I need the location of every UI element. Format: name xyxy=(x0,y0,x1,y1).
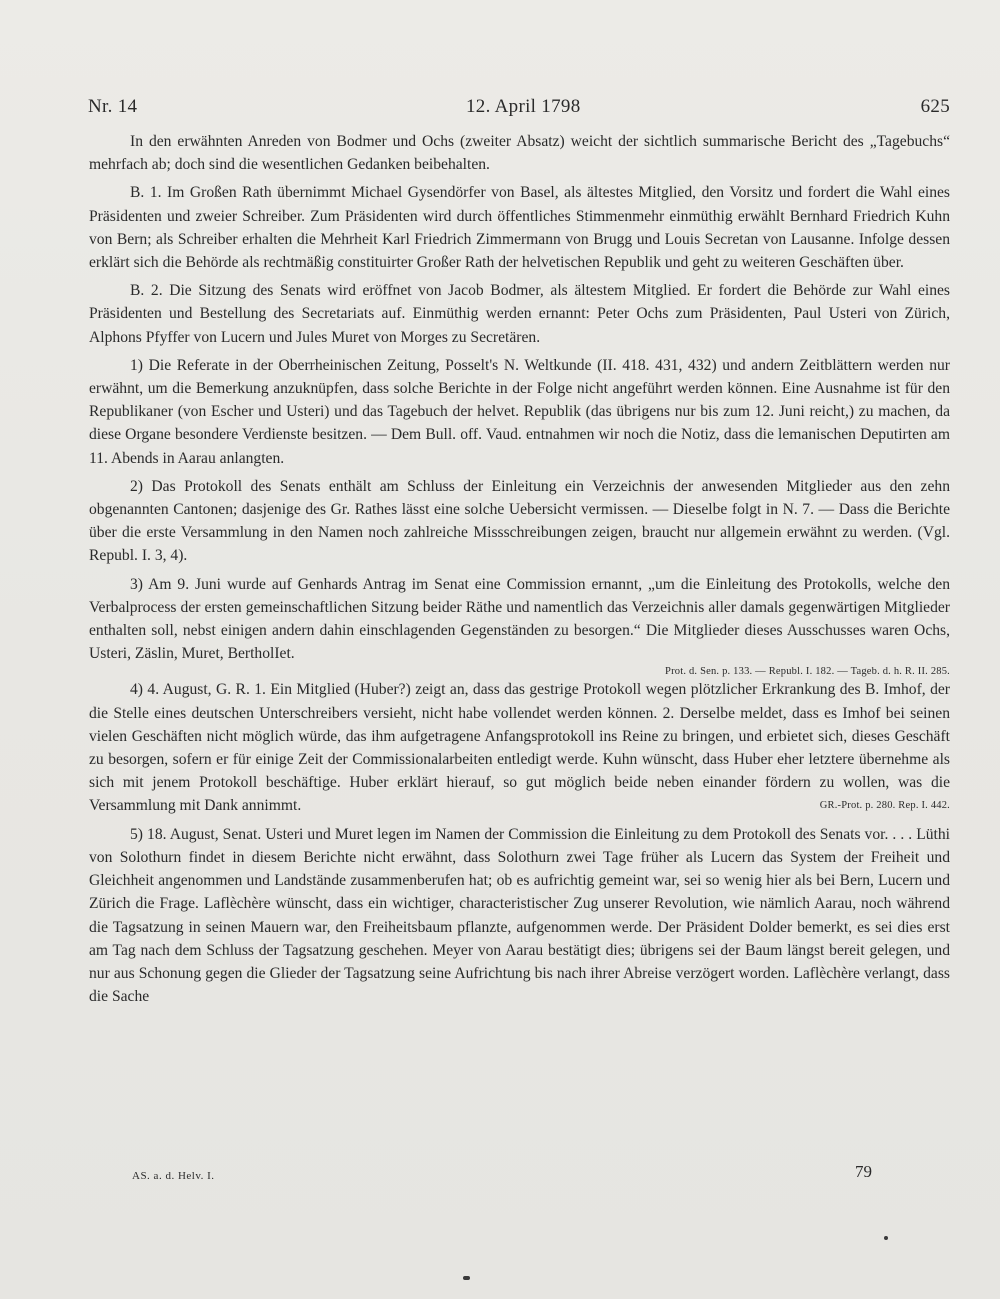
paragraph: 5) 18. August, Senat. Usteri und Muret legen im Namen der Commission die Einleitung zu dem Protokoll des Senats vor. . . . Lüthi von Solothurn findet in diesem Berichte nicht erwähnt, dass Solothurn zwei Tage früher als Lucern das System der Freiheit und Gleichheit angenommen und Landstände zusammenberufen hat; ob es aufrichtig gemeint war, sei so wenig hier als bei Bern, Lucern und Zürich die Frage. Laflèchère wünscht, dass ein wichtiger, characteristischer Zug unserer Revolution, wie nämlich Aarau, noch während die Tagsatzung in seinen Mauern war, den Freiheitsbaum pflanzte, aufgenommen werde. Der Präsident Dolder bemerkt, es sei dies erst am Tag nach dem Schluss der Tagsatzung geschehen. Meyer von Aarau bestätigt dies; übrigens sei der Baum längst bereit gelegen, und nur aus Schonung gegen die Glieder der Tagsatzung seine Aufrichtung bis nach ihrer Abreise verzögert worden. Laflèchère verlangt, dass die Sache xyxy=(89,825,950,1006)
paragraph: B. 1. Im Großen Rath übernimmt Michael Gysendörfer von Basel, als ältestes Mitglied, den Vorsitz und fordert die Wahl eines Präsidenten und zweier Schreiber. Zum Präsidenten wird durch öffentliches Stimmenmehr einmüthig erwählt Bernhard Friedrich Kuhn von Bern; als Schreiber erhalten die Mehrheit Karl Friedrich Zimmermann von Brugg und Louis Secretan von Lausanne. Infolge dessen erklärt sich die Behörde als rechtmäßig constituirter Großer Rath der helvetischen Republik und geht zu weiteren Geschäften über. xyxy=(89,184,950,272)
paragraph-text: 4) 4. August, G. R. 1. Ein Mitglied (Huber?) zeigt an, dass das gestrige Protokoll wegen plötzlicher Erkrankung des B. Imhof, der die Stelle eines deutschen Unterschreibers versieht, nicht habe vollendet werden können. 2. Derselbe meldet, dass es Imhof bei seinen vielen Geschäften nicht möglich würde, das ihm aufgetragene Anfangsprotokoll ins Reine zu bringen, und erbietet sich, dieses Geschäft zu besorgen, sofern er für einige Zeit der Commissionalarbeiten entledigt werde. Kuhn wünscht, dass Huber eher letztere übernehme als sich mit jenem Protokoll beschäftige. Huber erklärt hierauf, so gut möglich beide neben einander fördern zu wollen, was die Versammlung mit Dank annimmt. xyxy=(89,681,950,815)
running-header xyxy=(88,96,950,120)
sheet-number: 79 xyxy=(855,1162,872,1181)
print-mark xyxy=(463,1276,470,1280)
paragraph: 1) Die Referate in der Oberrheinischen Zeitung, Posselt's N. Weltkunde (II. 418. 431, 432) und andern Zeitblättern werden nur erwähnt, um die Bemerkung anzuknüpfen, dass solche Berichte in der Folge nicht angeführt werden können. Eine Ausnahme ist für den Republikaner (von Escher und Usteri) und das Tagebuch der helvet. Republik (das übrigens nur bis zum 12. Juni reicht,) zu machen, da diese Organe besondere Verdienste besitzen. — Dem Bull. off. Vaud. entnahmen wir noch die Notiz, dass die lemanischen Deputirten am 11. Abends in Aarau anlangten. xyxy=(89,356,950,467)
signature-line: AS. a. d. Helv. I. xyxy=(132,1170,215,1182)
print-mark xyxy=(884,1236,888,1240)
document-number: Nr. 14 xyxy=(88,96,138,117)
document-body xyxy=(89,130,950,1008)
header-date: 12. April 1798 xyxy=(466,96,581,117)
paragraph xyxy=(89,678,950,817)
paragraph: In den erwähnten Anreden von Bodmer und Ochs (zweiter Absatz) weicht der sichtlich summarische Bericht des „Tagebuchs“ mehrfach ab; doch sind die wesentlichen Gedanken beibehalten. xyxy=(89,133,950,174)
page-number: 625 xyxy=(920,96,950,117)
source-reference: GR.-Prot. p. 280. Rep. I. 442. xyxy=(819,800,950,812)
paragraph: 3) Am 9. Juni wurde auf Genhards Antrag im Senat eine Commission ernannt, „um die Einleitung des Protokolls, welche den Verbalprocess der ersten gemeinschaftlichen Sitzung beider Räthe und namentlich das Verzeichnis aller damals gegenwärtigen Mitglieder enthalten soll, nebst einigen andern dahin einschlagenden Gegenständen zu besorgen.“ Die Mitglieder dieses Ausschusses waren Ochs, Usteri, Zäslin, Muret, BertholIet. xyxy=(89,575,950,663)
source-reference: Prot. d. Sen. p. 133. — Republ. I. 182. — Tageb. d. h. R. II. 285. xyxy=(665,666,950,678)
paragraph: B. 2. Die Sitzung des Senats wird eröffnet von Jacob Bodmer, als ältestem Mitglied. Er fordert die Behörde zur Wahl eines Präsidenten und Bestellung des Secretariats auf. Einmüthig werden ernannt: Peter Ochs zum Präsidenten, Paul Usteri von Zürich, Alphons Pfyffer von Lucern und Jules Muret von Morges zu Secretären. xyxy=(89,282,950,346)
paragraph: 2) Das Protokoll des Senats enthält am Schluss der Einleitung ein Verzeichnis der anwesenden Mitglieder aus den zehn obgenannten Cantonen; dasjenige des Gr. Rathes lässt eine solche Uebersicht vermissen. — Dieselbe folgt in N. 7. — Dass die Berichte über die erste Versammlung in den Namen noch zahlreiche Missschreibungen zeigen, braucht nur allgemein erwähnt zu werden. (Vgl. Republ. I. 3, 4). xyxy=(89,477,950,565)
